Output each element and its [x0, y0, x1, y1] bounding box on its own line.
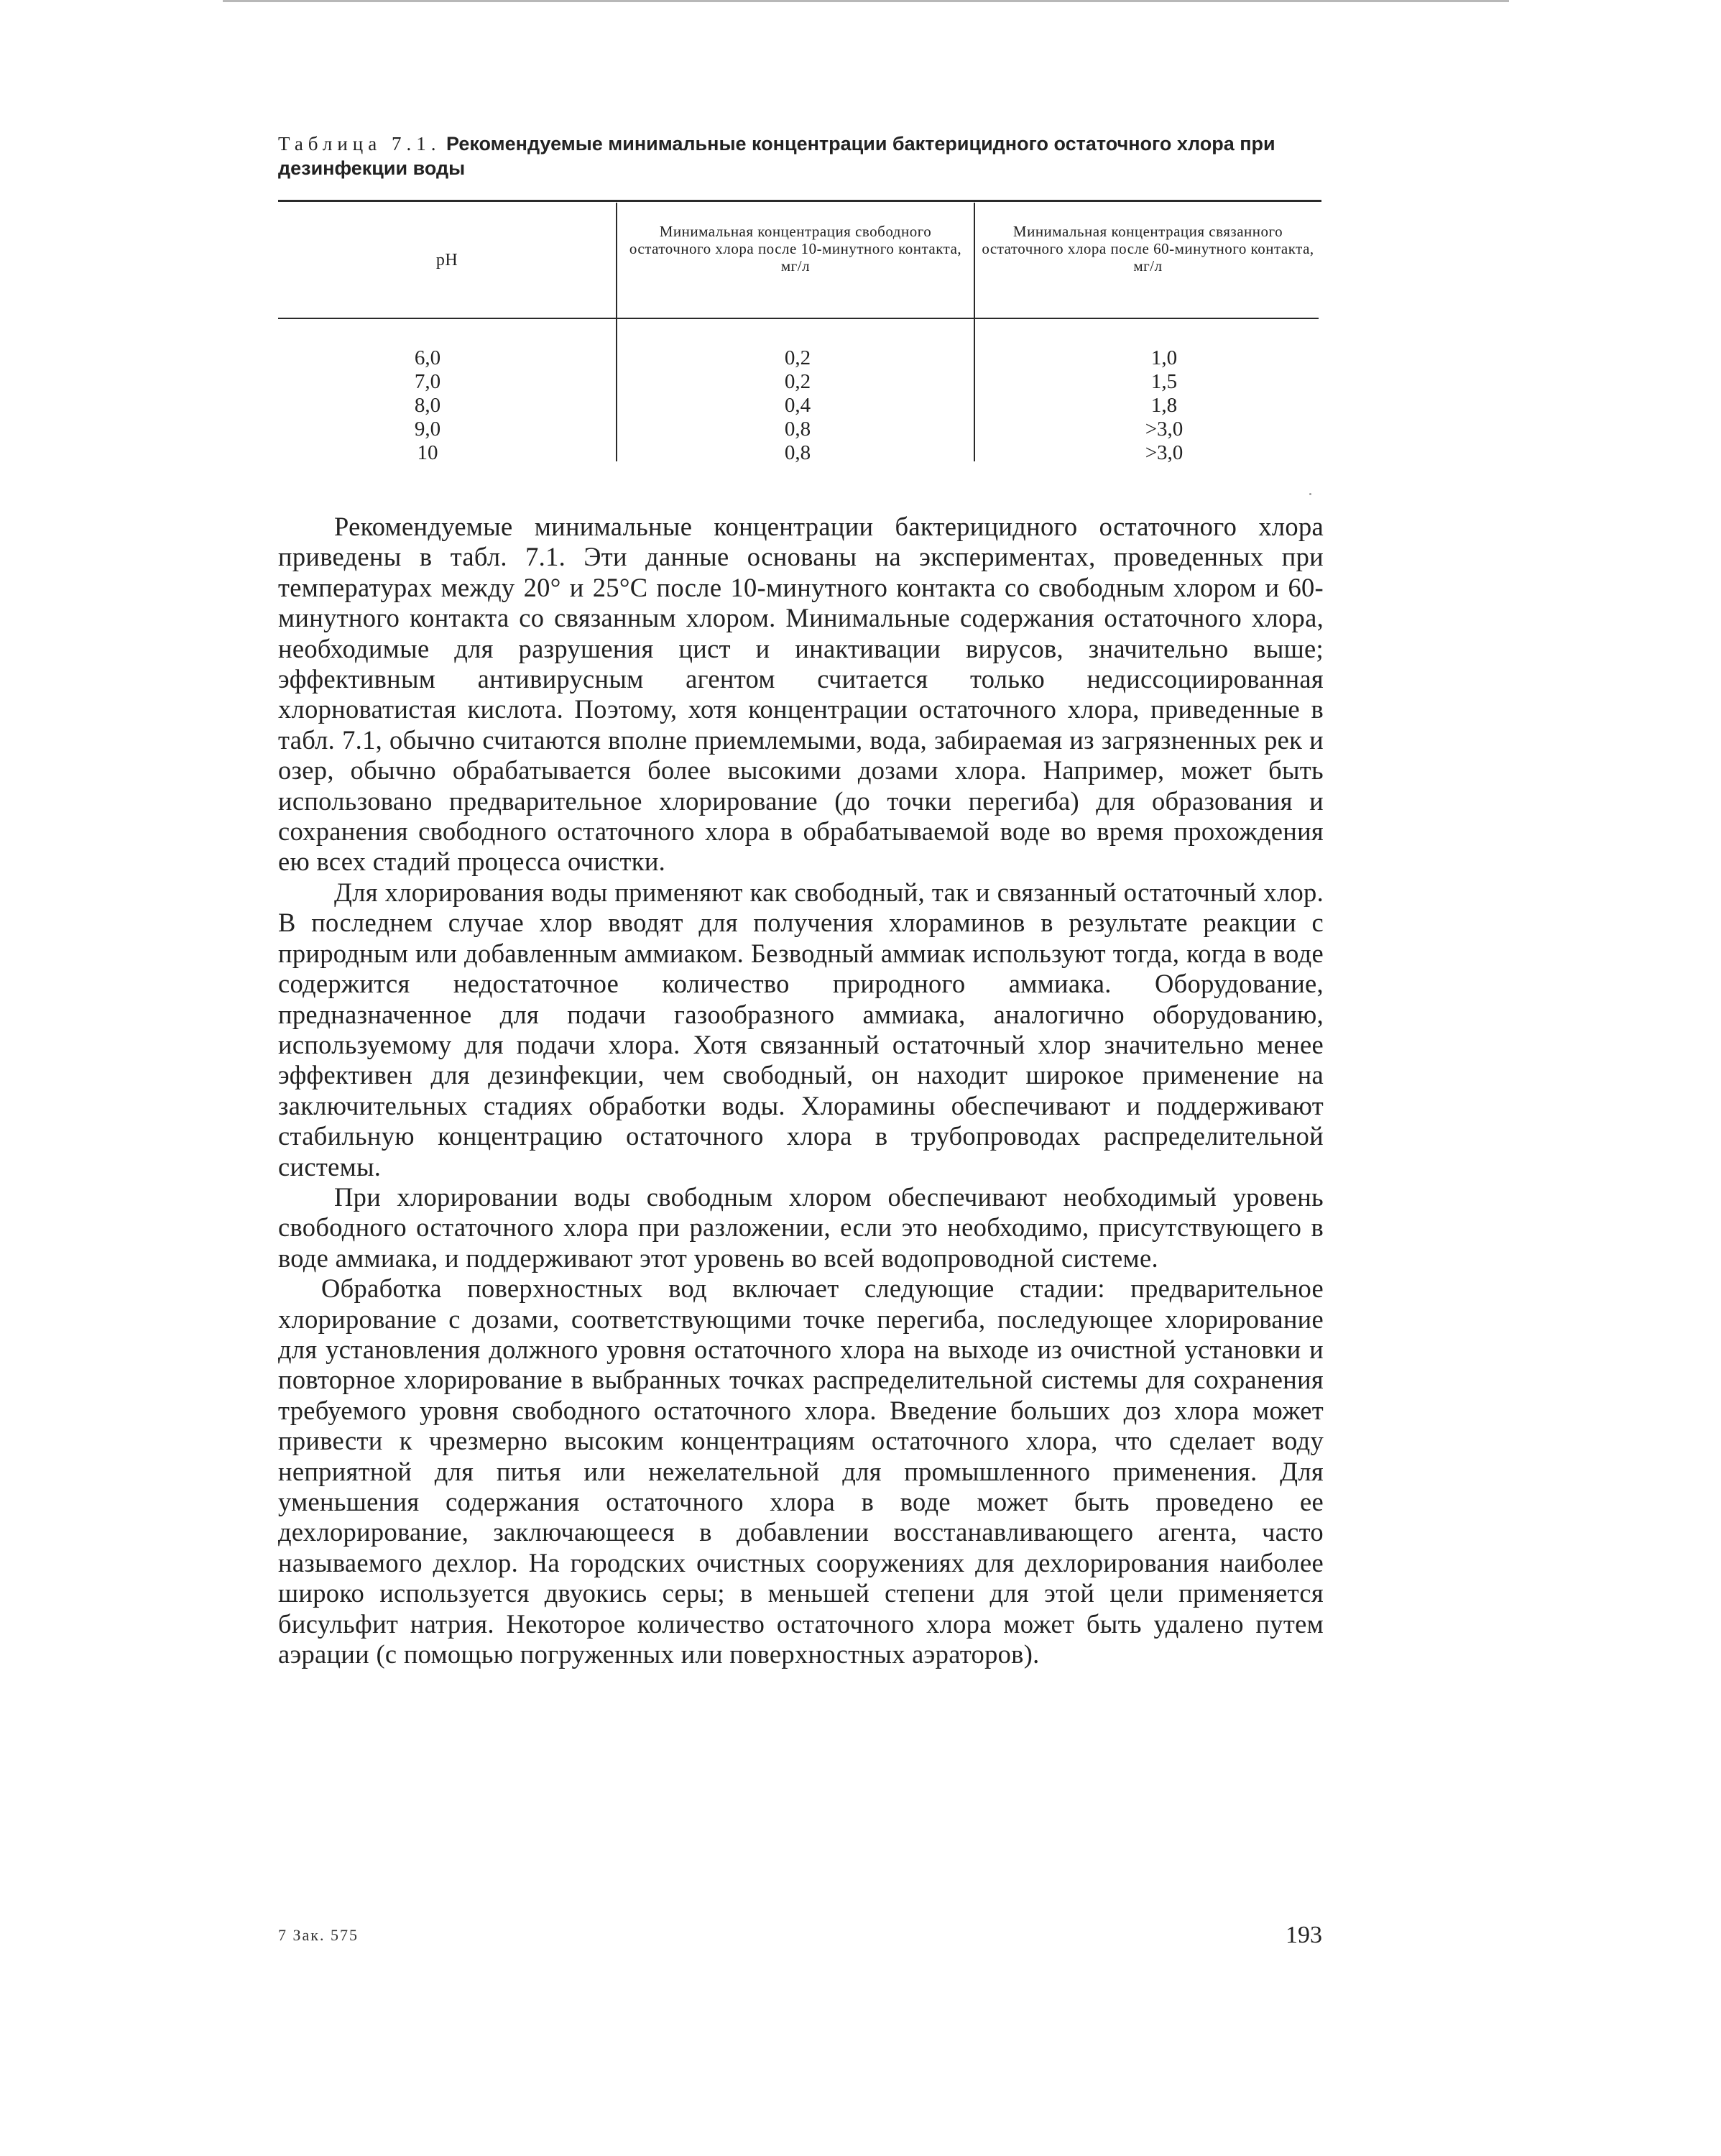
paragraph: Для хлорирования воды применяют как свободный, так и связанный остаточный хлор. В последнем случае хлор вводят для получения хлораминов в результате реакции с природным или добавленным аммиаком. Безводный аммиак используют тогда, когда в воде содержится недостаточное количество природного аммиака. Оборудование, предназначенное для подачи газообразного аммиака, аналогично оборудованию, используемому для подачи хлора. Хотя связанный остаточный хлор значительно менее эффективен для дезинфекции, чем свободный, он находит широкое применение на заключительных стадиях обработки воды. Хлорамины обеспечивают и поддерживают стабильную концентрацию остаточного хлора в трубопроводах распределительной системы. — [278, 877, 1324, 1181]
table-cell: 1,8 — [1150, 394, 1178, 417]
table-cell: 9,0 — [414, 418, 441, 441]
table-column-free-chlorine — [751, 346, 844, 465]
table-column-ph — [392, 346, 463, 465]
table-cell: 0,8 — [784, 441, 811, 464]
table-column-divider — [616, 203, 617, 461]
table-cell: 0,8 — [784, 418, 811, 441]
table-cell: 0,2 — [784, 370, 811, 393]
table-cell: 1,5 — [1150, 370, 1178, 393]
paragraph: Обработка поверхностных вод включает следующие стадии: предварительное хлорирование с дозами, соответствующими точке перегиба, последующее хлорирование для установления должного уровня остаточного хлора на выходе из очистной установки и повторное хлорирование в выбранных точках распределительной системы для сохранения требуемого уровня свободного остаточного хлора. Введение больших доз хлора может привести к чрезмерно высоким концентрациям остаточного хлора, что сделает воду неприятной для питья или нежелательной для промышленного применения. Для уменьшения содержания остаточного хлора в воде может быть проведено ее дехлорирование, заключающееся в добавлении восстанавливающего агента, часто называемого дехлор. На городских очистных сооружениях для дехлорирования наиболее широко используется двуокись серы; в меньшей степени для этой цели применяется бисульфит натрия. Некоторое количество остаточного хлора может быть удалено путем аэрации (с помощью погруженных или поверхностных аэраторов). — [278, 1273, 1324, 1669]
page-number: 193 — [1286, 1922, 1322, 1948]
printer-mark: 7 Зак. 575 — [278, 1926, 359, 1944]
table-caption-title: Рекомендуемые минимальные концентрации бактерицидного остаточного хлора при дезинфекции воды — [278, 133, 1275, 179]
table-header-bound-chlorine: Минимальная концентрация связанного остаточного хлора после 60-минутного контакта, мг/л — [982, 223, 1314, 275]
table-cell: 1,0 — [1150, 346, 1178, 369]
table-header-free-chlorine: Минимальная концентрация свободного остаточного хлора после 10-минутного контакта, мг/л — [629, 223, 962, 275]
scan-speck — [1309, 493, 1311, 495]
paragraph: При хлорировании воды свободным хлором обеспечивают необходимый уровень свободного остаточного хлора при разложении, если это необходимо, присутствующего в воде аммиака, и поддерживают этот уровень во всей водопроводной системе. — [278, 1181, 1324, 1273]
table-column-divider — [974, 203, 975, 461]
table-cell: 6,0 — [414, 346, 441, 369]
table-cell: 7,0 — [414, 370, 441, 393]
body-text — [278, 512, 1324, 1669]
table-cell: >3,0 — [1145, 441, 1184, 464]
table-cell: 0,2 — [784, 346, 811, 369]
table-cell: 0,4 — [784, 394, 811, 417]
table-caption-label: Таблица 7.1. — [278, 133, 441, 155]
table-top-rule — [278, 200, 1321, 202]
paragraph: Рекомендуемые минимальные концентрации бактерицидного остаточного хлора приведены в табл. 7.1. Эти данные основаны на экспериментах, проведенных при температурах между 20° и 25°С после 10-минутного контакта со свободным хлором и 60-минутного контакта со связанным хлором. Минимальные содержания остаточного хлора, необходимые для разрушения цист и инактивации вирусов, значительно выше; эффективным антивирусным агентом считается только недиссоциированная хлорноватистая кислота. Поэтому, хотя концентрации остаточного хлора, приведенные в табл. 7.1, обычно считаются вполне приемлемыми, вода, забираемая из загрязненных рек и озер, обычно обрабатывается более высокими дозами хлора. Например, может быть использовано предварительное хлорирование (до точки перегиба) для образования и сохранения свободного остаточного хлора в обрабатываемой воде во время прохождения ею всех стадий процесса очистки. — [278, 512, 1324, 877]
table-caption — [278, 132, 1320, 180]
table-cell: 10 — [417, 441, 438, 464]
table-cell: >3,0 — [1145, 418, 1184, 441]
table-header-ph: pH — [435, 251, 458, 270]
table-column-bound-chlorine — [1121, 346, 1207, 465]
scan-top-edge — [223, 0, 1509, 2]
table-cell: 8,0 — [414, 394, 441, 417]
table-header-rule — [278, 318, 1319, 319]
